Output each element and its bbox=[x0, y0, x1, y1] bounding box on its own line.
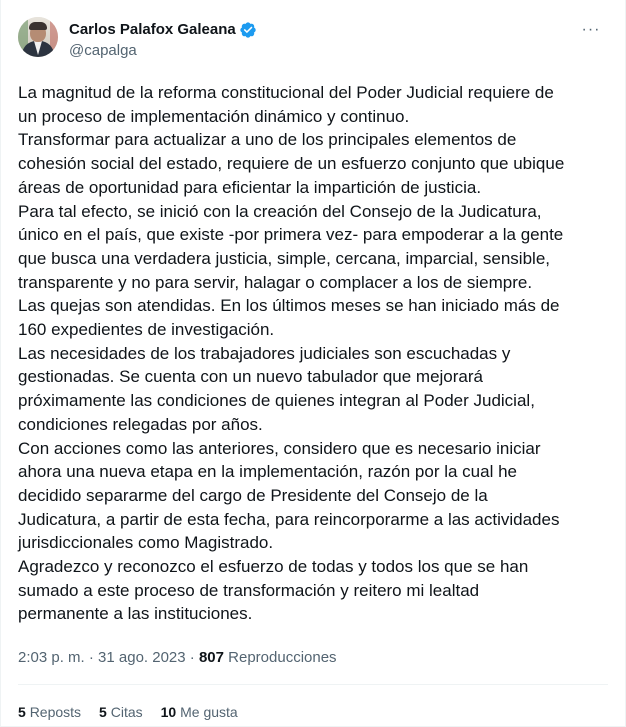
tweet-text-line: gestionadas. Se cuenta con un nuevo tabulador que mejorará bbox=[18, 367, 483, 387]
tweet-timestamp[interactable]: 2:03 p. m. · 31 ago. 2023 · bbox=[18, 649, 199, 666]
tweet-text-line: un proceso de implementación dinámico y continuo. bbox=[18, 106, 410, 126]
author-display-name[interactable]: Carlos Palafox Galeana bbox=[69, 21, 236, 38]
tweet-text-line: próximamente las condiciones de quienes integran al Poder Judicial, bbox=[18, 391, 535, 411]
tweet-text-line: sumado a este proceso de transformación y reitero mi lealtad bbox=[18, 580, 480, 600]
tweet-text-line: Con acciones como las anteriores, considero que es necesario iniciar bbox=[18, 438, 541, 458]
divider bbox=[18, 684, 608, 685]
tweet-text-line: Las necesidades de los trabajadores judiciales son escuchadas y bbox=[18, 343, 511, 363]
tweet-text bbox=[18, 81, 618, 626]
tweet-text-line: Judicatura, a partir de esta fecha, para reincorporarme a las actividades bbox=[18, 509, 560, 529]
views-count: 807 bbox=[198, 649, 224, 666]
tweet-text-line: 160 expedientes de investigación. bbox=[18, 320, 275, 340]
avatar[interactable] bbox=[18, 17, 58, 57]
likes-stat[interactable]: 10 Me gusta bbox=[160, 704, 238, 720]
tweet-text-line: decidido separarme del cargo de Presidente del Consejo de la bbox=[18, 485, 488, 505]
tweet-text-line: áreas de oportunidad para eficientar la impartición de justicia. bbox=[18, 177, 482, 197]
tweet-text-line: único en el país, que existe -por primera vez- para empoderar a la gente bbox=[18, 225, 564, 245]
tweet-stats bbox=[18, 702, 256, 722]
views-label: Reproducciones bbox=[223, 649, 337, 666]
verified-badge-icon[interactable] bbox=[239, 21, 257, 39]
tweet-text-line: cohesión social del estado, requiere de un esfuerzo conjunto que ubique bbox=[18, 154, 565, 174]
ellipsis-icon: ··· bbox=[581, 21, 601, 38]
tweet-text-line: condiciones relegadas por años. bbox=[18, 414, 263, 434]
more-options-button[interactable] bbox=[579, 18, 603, 42]
tweet-text-line: ahora una nueva etapa en la implementación, razón por la cual he bbox=[18, 462, 518, 482]
tweet-text-line: La magnitud de la reforma constitucional del Poder Judicial requiere de bbox=[18, 83, 554, 102]
tweet-text-line: Transformar para actualizar a uno de los principales elementos de bbox=[18, 130, 517, 150]
tweet-text-line: jurisdiccionales como Magistrado. bbox=[18, 533, 274, 553]
tweet-text-line: que busca una verdadera justicia, simple, cercana, imparcial, sensible, bbox=[18, 248, 550, 268]
tweet-text-line: Agradezco y reconozco el esfuerzo de todas y todos los que se han bbox=[18, 557, 529, 577]
tweet-text-line: Para tal efecto, se inició con la creación del Consejo de la Judicatura, bbox=[18, 201, 542, 221]
tweet-header bbox=[18, 14, 611, 70]
tweet-text-line: Las quejas son atendidas. En los últimos meses se han iniciado más de bbox=[18, 296, 560, 316]
tweet-meta bbox=[18, 648, 337, 668]
author-handle[interactable]: @capalga bbox=[69, 42, 137, 59]
tweet-text-line: permanente a las instituciones. bbox=[18, 604, 253, 624]
tweet-text-line: transparente y no para servir, halagar o complacer a los de siempre. bbox=[18, 272, 533, 292]
reposts-stat[interactable]: 5 Reposts bbox=[18, 704, 82, 720]
quotes-stat[interactable]: 5 Citas bbox=[99, 704, 143, 720]
author-info bbox=[69, 20, 257, 61]
